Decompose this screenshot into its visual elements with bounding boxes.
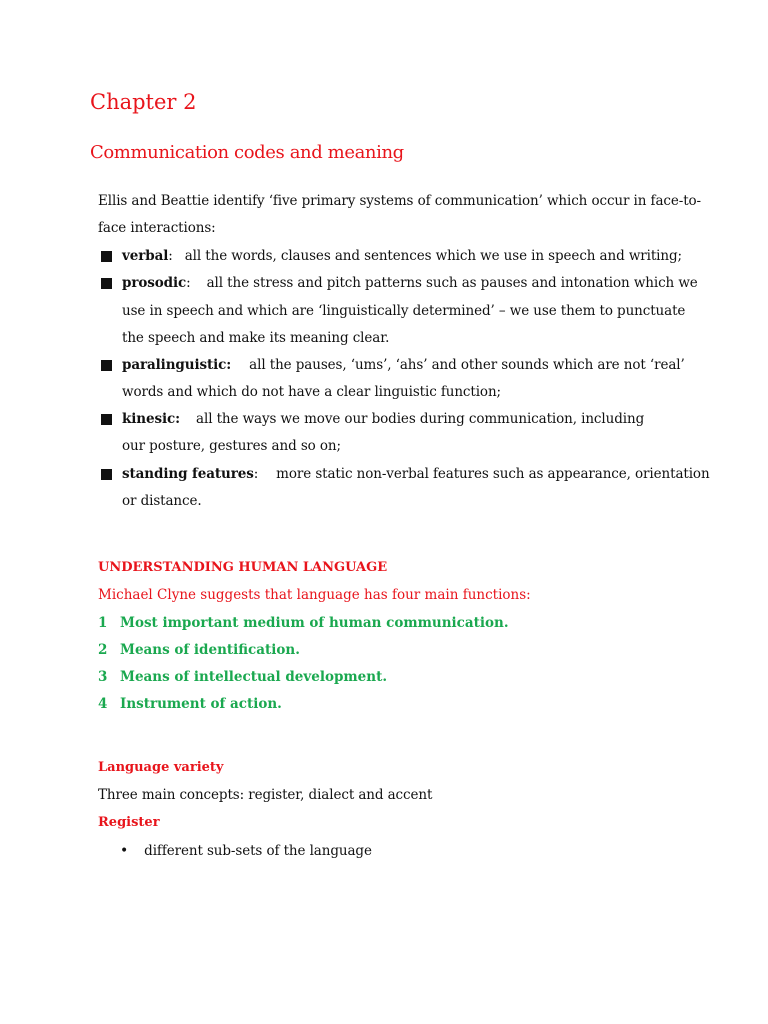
system-term: prosodic	[122, 275, 187, 291]
system-description: all the words, clauses and sentences which we use in speech and writing;	[184, 248, 682, 264]
system-term: kinesic:	[122, 411, 181, 427]
function-number: 4	[98, 696, 108, 712]
function-number: 1	[98, 615, 108, 631]
system-kinesic	[122, 411, 644, 427]
system-description-cont: the speech and make its meaning clear.	[122, 330, 390, 346]
function-item	[98, 615, 509, 631]
section-title: Communication codes and meaning	[90, 142, 404, 163]
chapter-title: Chapter 2	[90, 90, 197, 114]
function-number: 3	[98, 669, 108, 685]
intro-line-1: Ellis and Beattie identify ‘five primary systems of communication’ which occur in face-to-	[98, 193, 702, 209]
system-term: verbal	[122, 248, 169, 264]
system-description-cont: or distance.	[122, 493, 202, 509]
bullet-dot-icon: •	[120, 843, 129, 859]
function-number: 2	[98, 642, 108, 658]
square-bullet-icon	[101, 278, 112, 289]
section-lead: Michael Clyne suggests that language has four main functions:	[98, 587, 531, 603]
function-item	[98, 642, 300, 658]
section-heading: UNDERSTANDING HUMAN LANGUAGE	[98, 560, 388, 575]
variety-concepts: Three main concepts: register, dialect and accent	[98, 787, 433, 803]
function-text: Means of intellectual development.	[120, 669, 388, 685]
system-term: standing features	[122, 466, 254, 482]
register-heading: Register	[98, 815, 160, 830]
variety-heading: Language variety	[98, 760, 224, 775]
system-paralinguistic	[122, 357, 685, 373]
list-item	[120, 843, 372, 859]
system-description: all the ways we move our bodies during communication, including	[196, 411, 645, 427]
system-description-cont: words and which do not have a clear linguistic function;	[122, 384, 502, 400]
square-bullet-icon	[101, 251, 112, 262]
system-description: all the stress and pitch patterns such as pauses and intonation which we	[206, 275, 698, 291]
system-description: all the pauses, ‘ums’, ‘ahs’ and other sounds which are not ‘real’	[249, 357, 685, 373]
system-term: paralinguistic:	[122, 357, 232, 373]
function-item	[98, 696, 282, 712]
function-text: Instrument of action.	[120, 696, 282, 712]
register-item-text: different sub-sets of the language	[144, 843, 372, 859]
square-bullet-icon	[101, 469, 112, 480]
system-standing-features: standing features: more static non-verbal features such as appearance, orientation	[122, 466, 710, 482]
function-text: Means of identification.	[120, 642, 300, 658]
function-text: Most important medium of human communication.	[120, 615, 509, 631]
intro-line-2: face interactions:	[98, 220, 216, 236]
square-bullet-icon	[101, 360, 112, 371]
function-item	[98, 669, 387, 685]
system-prosodic: prosodic: all the stress and pitch patterns such as pauses and intonation which we	[122, 275, 698, 291]
system-description-cont: use in speech and which are ‘linguistically determined’ – we use them to punctuate	[122, 303, 686, 319]
system-description: more static non-verbal features such as appearance, orientation	[276, 466, 710, 482]
system-verbal: verbal: all the words, clauses and sentences which we use in speech and writing;	[122, 248, 682, 264]
square-bullet-icon	[101, 414, 112, 425]
system-description-cont: our posture, gestures and so on;	[122, 438, 341, 454]
